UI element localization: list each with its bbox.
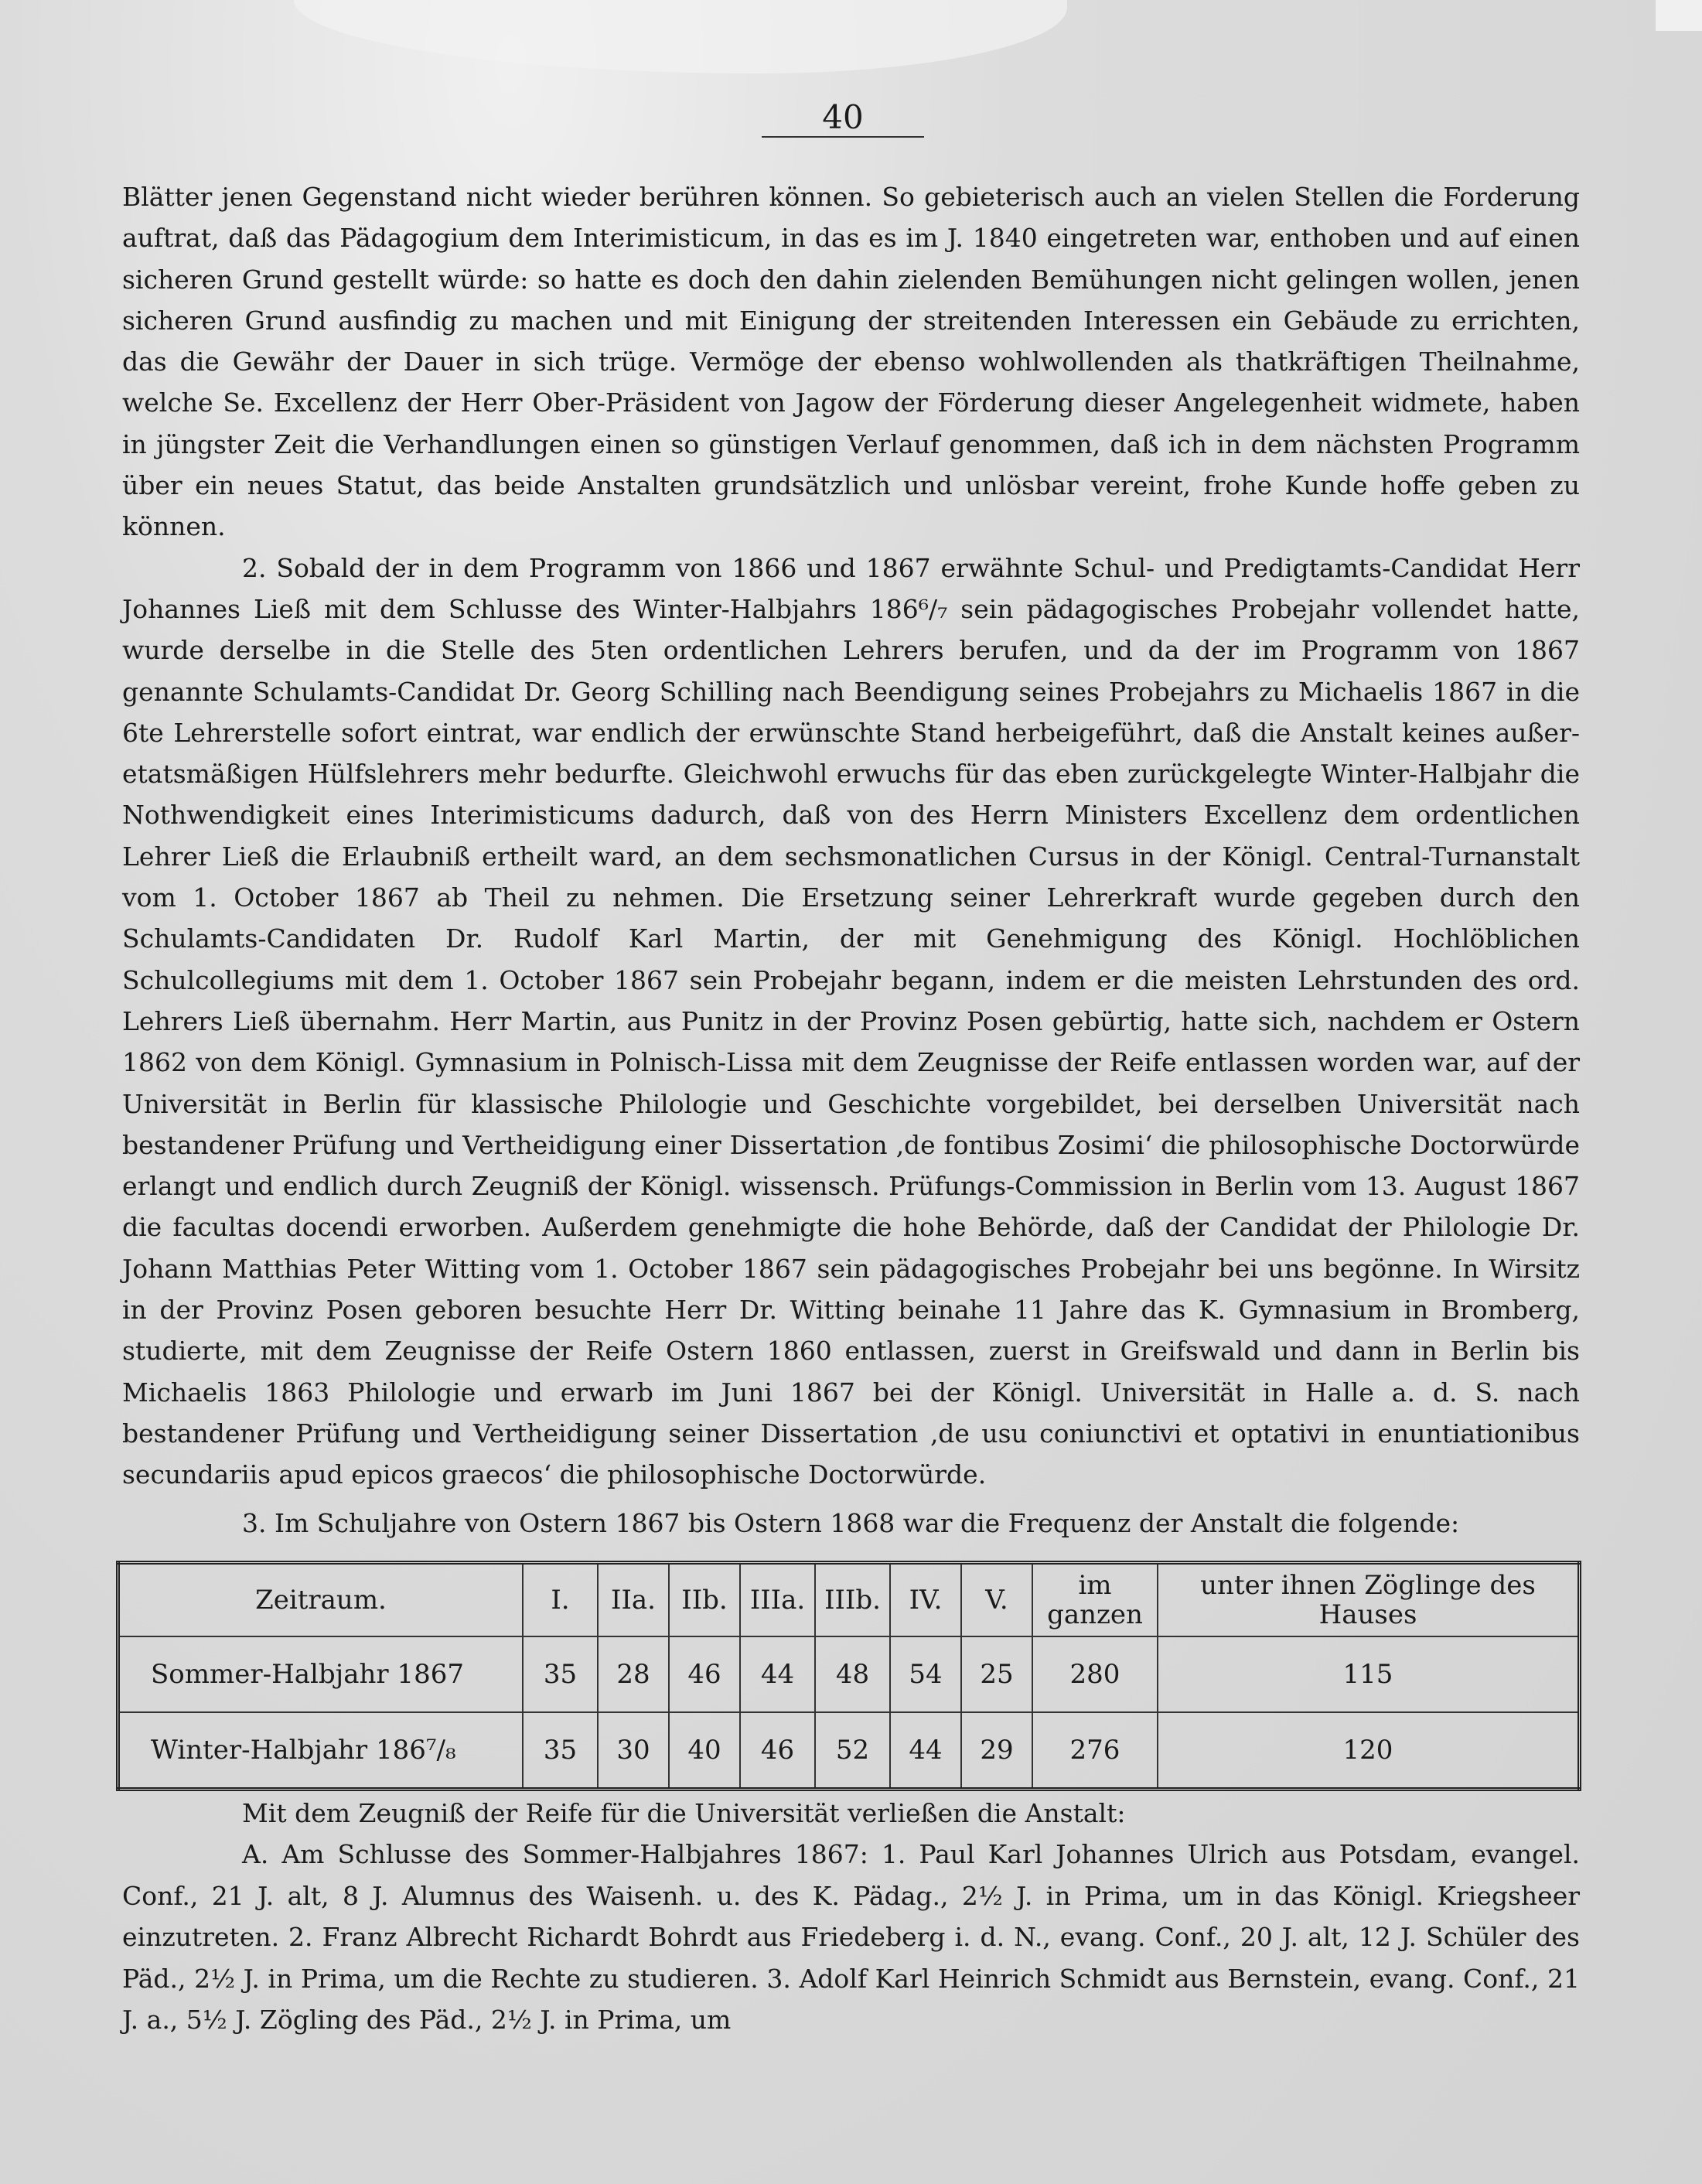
header-class-3b: IIIb. bbox=[815, 1563, 890, 1637]
cell-total: 276 bbox=[1032, 1712, 1158, 1790]
cell-class-5: 25 bbox=[961, 1636, 1032, 1712]
paragraph-1: Blätter jenen Gegenstand nicht wieder berühren können. So gebieterisch auch an vielen Stellen die Forderung auftrat, daß das Pädagogium dem Interimisticum, in das es im J. 1840 eingetreten war, enthoben und auf einen sicheren Grund gestellt würde: so hatte es doch den dahin zielenden Bemühungen nicht gelingen wollen, jenen sicheren Grund ausfindig zu machen und mit Einigung der streitenden Interessen ein Gebäude zu errichten, das die Gewähr der Dauer in sich trüge. Vermöge der ebenso wohlwollenden als thatkräftigen Theilnahme, welche Se. Excellenz der Herr Ober-Präsident von Jagow der Förderung dieser Angelegenheit widmete, haben in jüngster Zeit die Verhandlungen einen so günstigen Verlauf genommen, daß ich in dem nächsten Programm über ein neues Statut, das beide Anstalten grundsätzlich und unlösbar vereint, frohe Kunde hoffe geben zu können. bbox=[122, 182, 1580, 542]
cell-class-3a: 46 bbox=[740, 1712, 815, 1790]
cell-class-2b: 40 bbox=[669, 1712, 740, 1790]
row-period: Winter-Halbjahr 186⁷/₈ bbox=[118, 1712, 524, 1790]
cell-boarders: 115 bbox=[1158, 1636, 1580, 1712]
row-period: Sommer-Halbjahr 1867 bbox=[118, 1636, 524, 1712]
header-class-1: I. bbox=[523, 1563, 598, 1637]
paper-damage-corner bbox=[1656, 0, 1702, 31]
header-period: Zeitraum. bbox=[118, 1563, 524, 1637]
cell-total: 280 bbox=[1032, 1636, 1158, 1712]
header-class-2b: IIb. bbox=[669, 1563, 740, 1637]
cell-class-5: 29 bbox=[961, 1712, 1032, 1790]
table-row bbox=[118, 1636, 1580, 1712]
cell-class-2a: 30 bbox=[598, 1712, 669, 1790]
header-class-4: IV. bbox=[890, 1563, 961, 1637]
frequency-table bbox=[116, 1561, 1581, 1791]
cell-class-1: 35 bbox=[523, 1712, 598, 1790]
cell-class-3b: 52 bbox=[815, 1712, 890, 1790]
paragraph-5: A. Am Schlusse des Sommer-Halbjahres 1867: 1. Paul Karl Johannes Ulrich aus Potsdam, evangel. Conf., 21 J. alt, 8 J. Alumnus des Waisenh. u. des K. Pädag., 2½ J. in Prima, um in das Königl. Kriegsheer einzutreten. 2. Franz Albrecht Richardt Bohrdt aus Friedeberg i. d. N., evang. Conf., 20 J. alt, 12 J. Schüler des Päd., 2½ J. in Prima, um die Rechte zu studieren. 3. Adolf Karl Heinrich Schmidt aus Bernstein, evang. Conf., 21 J. a., 5½ J. Zögling des Päd., 2½ J. in Prima, um bbox=[122, 1839, 1580, 2036]
paragraph-3: 3. Im Schuljahre von Ostern 1867 bis Ostern 1868 war die Frequenz der Anstalt die folgende: bbox=[242, 1508, 1460, 1538]
paragraph-4: Mit dem Zeugniß der Reife für die Universität verließen die Anstalt: bbox=[242, 1798, 1126, 1828]
cell-boarders: 120 bbox=[1158, 1712, 1580, 1790]
table-row bbox=[118, 1712, 1580, 1790]
cell-class-2a: 28 bbox=[598, 1636, 669, 1712]
header-boarders: unter ihnen Zöglinge des Hauses bbox=[1158, 1563, 1580, 1637]
cell-class-2b: 46 bbox=[669, 1636, 740, 1712]
main-text bbox=[122, 176, 1580, 1496]
paper-damage bbox=[294, 0, 1067, 73]
paragraph-2: 2. Sobald der in dem Programm von 1866 und 1867 erwähnte Schul- und Predigtamts-Candidat Herr Johannes Ließ mit dem Schlusse des Winter-Halbjahrs 186⁶/₇ sein pädagogisches Probejahr vollendet hatte, wurde derselbe in die Stelle des 5ten ordentlichen Lehrers berufen, und da der im Programm von 1867 genannte Schulamts-Candidat Dr. Georg Schilling nach Beendigung seines Probejahrs zu Michaelis 1867 in die 6te Lehrerstelle sofort eintrat, war endlich der erwünschte Stand herbeigeführt, daß die Anstalt keines außer-etatsmäßigen Hülfslehrers mehr bedurfte. Gleichwohl erwuchs für das eben zurückgelegte Winter-Halbjahr die Nothwendigkeit eines Interimisticums dadurch, daß von des Herrn Ministers Excellenz dem ordentlichen Lehrer Ließ die Erlaubniß ertheilt ward, an dem sechsmonatlichen Cursus in der Königl. Central-Turnanstalt vom 1. October 1867 ab Theil zu nehmen. Die Ersetzung seiner Lehrerkraft wurde gegeben durch den Schulamts-Candidaten Dr. Rudolf Karl Martin, der mit Genehmigung des Königl. Hochlöblichen Schulcollegiums mit dem 1. October 1867 sein Probejahr begann, indem er die meisten Lehrstunden des ord. Lehrers Ließ übernahm. Herr Martin, aus Punitz in der Provinz Posen gebürtig, hatte sich, nachdem er Ostern 1862 von dem Königl. Gymnasium in Polnisch-Lissa mit dem Zeugnisse der Reife entlassen worden war, auf der Universität in Berlin für klassische Philologie und Geschichte vorgebildet, bei derselben Universität nach bestandener Prüfung und Vertheidigung einer Dissertation ‚de fontibus Zosimi‘ die philosophische Doctorwürde erlangt und endlich durch Zeugniß der Königl. wissensch. Prüfungs-Commission in Berlin vom 13. August 1867 die facultas docendi erworben. Außerdem genehmigte die hohe Behörde, daß der Candidat der Philologie Dr. Johann Matthias Peter Witting vom 1. October 1867 sein pädagogisches Probejahr bei uns begönne. In Wirsitz in der Provinz Posen geboren besuchte Herr Dr. Witting beinahe 11 Jahre das K. Gymnasium in Bromberg, studierte, mit dem Zeugnisse der Reife Ostern 1860 entlassen, zuerst in Greifswald und dann in Berlin bis Michaelis 1863 Philologie und erwarb im Juni 1867 bei der Königl. Universität in Halle a. d. S. nach bestandener Prüfung und Vertheidigung seiner Dissertation ‚de usu coniunctivi et optativi in enuntiationibus secundariis apud epicos graecos‘ die philosophische Doctorwürde. bbox=[122, 552, 1580, 1490]
page-number: 40 bbox=[762, 99, 924, 138]
header-class-5: V. bbox=[961, 1563, 1032, 1637]
cell-class-4: 54 bbox=[890, 1636, 961, 1712]
cell-class-4: 44 bbox=[890, 1712, 961, 1790]
header-class-2a: IIa. bbox=[598, 1563, 669, 1637]
header-total: im ganzen bbox=[1032, 1563, 1158, 1637]
cell-class-3b: 48 bbox=[815, 1636, 890, 1712]
cell-class-1: 35 bbox=[523, 1636, 598, 1712]
graduates-section bbox=[122, 1793, 1580, 2040]
header-class-3a: IIIa. bbox=[740, 1563, 815, 1637]
table-header-row bbox=[118, 1563, 1580, 1637]
cell-class-3a: 44 bbox=[740, 1636, 815, 1712]
